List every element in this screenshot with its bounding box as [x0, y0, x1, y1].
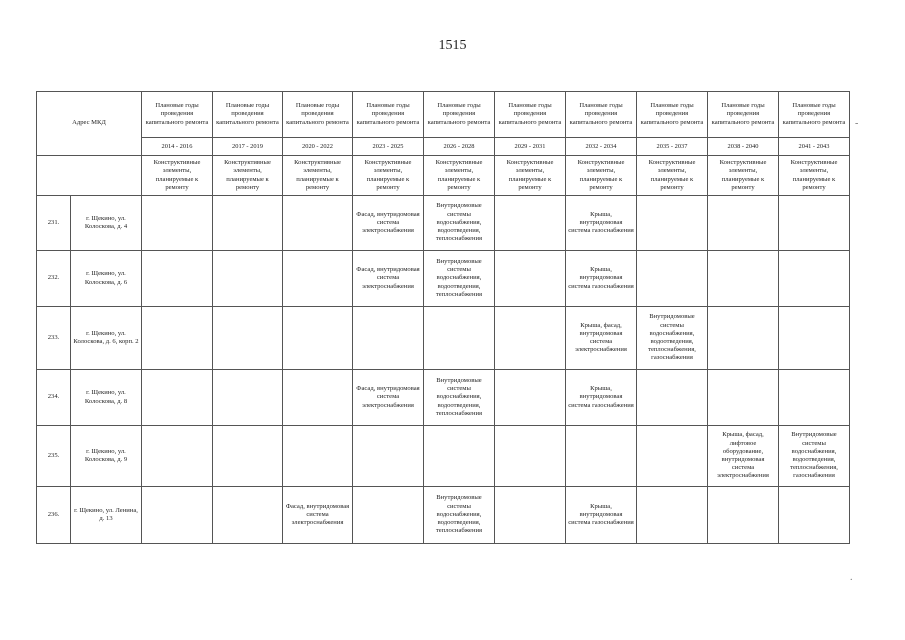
repair-cell [708, 370, 779, 426]
header-row-periods [37, 138, 850, 156]
table-body [37, 92, 850, 544]
period-header: 2017 - 2019 [213, 138, 283, 156]
repair-cell [495, 251, 566, 307]
repair-cell [637, 196, 708, 251]
repair-cell [213, 251, 283, 307]
repair-cell: Внутридомовые системы водоснабжения, водоотведения, теплоснабжения [424, 487, 495, 544]
repair-cell: Внутридомовые системы водоснабжения, водоотведения, теплоснабжения, газоснабжения [779, 426, 850, 487]
row-address: г. Щекино, ул. Колоскова, д. 8 [71, 370, 142, 426]
period-header: 2026 - 2028 [424, 138, 495, 156]
repair-cell [708, 251, 779, 307]
period-header: 2029 - 2031 [495, 138, 566, 156]
edge-mark: - [855, 118, 859, 129]
repair-cell [495, 487, 566, 544]
repair-cell [283, 251, 353, 307]
period-header: 2023 - 2025 [353, 138, 424, 156]
elements-header: Конструктивные элементы, планируемые к ремонту [495, 156, 566, 196]
table-row [37, 307, 850, 370]
repair-cell [637, 487, 708, 544]
repair-cell [213, 307, 283, 370]
repair-cell: Крыша, внутридомовая система газоснабжения [566, 370, 637, 426]
repair-cell [283, 426, 353, 487]
planned-years-header: Плановые годы проведения капитального ремонта [213, 92, 283, 138]
repair-cell [283, 370, 353, 426]
elements-header: Конструктивные элементы, планируемые к ремонту [353, 156, 424, 196]
row-number: 233. [37, 307, 71, 370]
repair-cell [495, 370, 566, 426]
repair-cell [779, 487, 850, 544]
page-number: 1515 [438, 38, 467, 53]
planned-years-header: Плановые годы проведения капитального ремонта [353, 92, 424, 138]
elements-header: Конструктивные элементы, планируемые к ремонту [708, 156, 779, 196]
elements-header: Конструктивные элементы, планируемые к ремонту [283, 156, 353, 196]
repair-cell [779, 370, 850, 426]
table-row [37, 196, 850, 251]
period-header: 2038 - 2040 [708, 138, 779, 156]
row-number: 236. [37, 487, 71, 544]
repair-cell [213, 370, 283, 426]
repair-cell [213, 426, 283, 487]
table-row [37, 487, 850, 544]
repair-cell [353, 426, 424, 487]
address-header: Адрес МКД [37, 92, 142, 156]
repair-cell [566, 426, 637, 487]
row-number: 234. [37, 370, 71, 426]
header-blank [37, 156, 142, 196]
repair-cell [779, 196, 850, 251]
repair-cell [213, 196, 283, 251]
repair-cell [424, 426, 495, 487]
repair-cell: Фасад, внутридомовая система электроснабжения [353, 196, 424, 251]
row-number: 231. [37, 196, 71, 251]
repair-cell: Фасад, внутридомовая система электроснабжения [353, 251, 424, 307]
planned-years-header: Плановые годы проведения капитального ремонта [424, 92, 495, 138]
planned-years-header: Плановые годы проведения капитального ремонта [142, 92, 213, 138]
planned-years-header: Плановые годы проведения капитального ремонта [779, 92, 850, 138]
elements-header: Конструктивные элементы, планируемые к ремонту [566, 156, 637, 196]
planned-years-header: Плановые годы проведения капитального ремонта [495, 92, 566, 138]
repair-cell: Внутридомовые системы водоснабжения, водоотведения, теплоснабжения, газоснабжения [637, 307, 708, 370]
repair-cell [637, 370, 708, 426]
header-row-planned-years [37, 92, 850, 138]
repair-cell: Крыша, внутридомовая система газоснабжения [566, 196, 637, 251]
repair-cell [213, 487, 283, 544]
elements-header: Конструктивные элементы, планируемые к ремонту [142, 156, 213, 196]
elements-header: Конструктивные элементы, планируемые к ремонту [424, 156, 495, 196]
row-number: 232. [37, 251, 71, 307]
repair-cell: Фасад, внутридомовая система электроснабжения [283, 487, 353, 544]
repair-cell [708, 307, 779, 370]
period-header: 2032 - 2034 [566, 138, 637, 156]
repair-cell [424, 307, 495, 370]
repair-cell: Внутридомовые системы водоснабжения, водоотведения, теплоснабжения [424, 370, 495, 426]
row-address: г. Щекино, ул. Колоскова, д. 6, корп. 2 [71, 307, 142, 370]
repair-cell [637, 426, 708, 487]
repair-cell [779, 307, 850, 370]
period-header: 2041 - 2043 [779, 138, 850, 156]
period-header: 2020 - 2022 [283, 138, 353, 156]
repair-cell [637, 251, 708, 307]
planned-years-header: Плановые годы проведения капитального ремонта [283, 92, 353, 138]
repair-cell [495, 196, 566, 251]
repair-cell [353, 487, 424, 544]
repair-cell [495, 426, 566, 487]
elements-header: Конструктивные элементы, планируемые к ремонту [779, 156, 850, 196]
edge-mark: . [850, 572, 853, 583]
row-address: г. Щекино, ул. Колоскова, д. 6 [71, 251, 142, 307]
capital-repair-table [36, 91, 850, 544]
repair-cell [142, 307, 213, 370]
repair-cell: Внутридомовые системы водоснабжения, водоотведения, теплоснабжения [424, 196, 495, 251]
repair-cell: Фасад, внутридомовая система электроснабжения [353, 370, 424, 426]
repair-cell [142, 196, 213, 251]
row-address: г. Щекино, ул. Ленина, д. 13 [71, 487, 142, 544]
repair-cell [142, 370, 213, 426]
repair-cell [283, 196, 353, 251]
elements-header: Конструктивные элементы, планируемые к ремонту [213, 156, 283, 196]
table-row [37, 251, 850, 307]
row-number: 235. [37, 426, 71, 487]
period-header: 2014 - 2016 [142, 138, 213, 156]
repair-cell: Крыша, фасад, внутридомовая система электроснабжения [566, 307, 637, 370]
row-address: г. Щекино, ул. Колоскова, д. 9 [71, 426, 142, 487]
repair-cell [142, 487, 213, 544]
repair-cell [142, 251, 213, 307]
planned-years-header: Плановые годы проведения капитального ремонта [637, 92, 708, 138]
repair-cell: Крыша, внутридомовая система газоснабжения [566, 487, 637, 544]
repair-cell [283, 307, 353, 370]
row-address: г. Щекино, ул. Колоскова, д. 4 [71, 196, 142, 251]
planned-years-header: Плановые годы проведения капитального ремонта [708, 92, 779, 138]
repair-cell: Крыша, внутридомовая система газоснабжения [566, 251, 637, 307]
elements-header: Конструктивные элементы, планируемые к ремонту [637, 156, 708, 196]
planned-years-header: Плановые годы проведения капитального ремонта [566, 92, 637, 138]
period-header: 2035 - 2037 [637, 138, 708, 156]
repair-cell [708, 487, 779, 544]
repair-cell: Внутридомовые системы водоснабжения, водоотведения, теплоснабжения [424, 251, 495, 307]
table-row [37, 426, 850, 487]
repair-cell [353, 307, 424, 370]
repair-cell [708, 196, 779, 251]
repair-cell: Крыша, фасад, лифтовое оборудование, внутридомовая система электроснабжения [708, 426, 779, 487]
table-row [37, 370, 850, 426]
header-row-elements [37, 156, 850, 196]
repair-cell [779, 251, 850, 307]
repair-cell [495, 307, 566, 370]
repair-cell [142, 426, 213, 487]
